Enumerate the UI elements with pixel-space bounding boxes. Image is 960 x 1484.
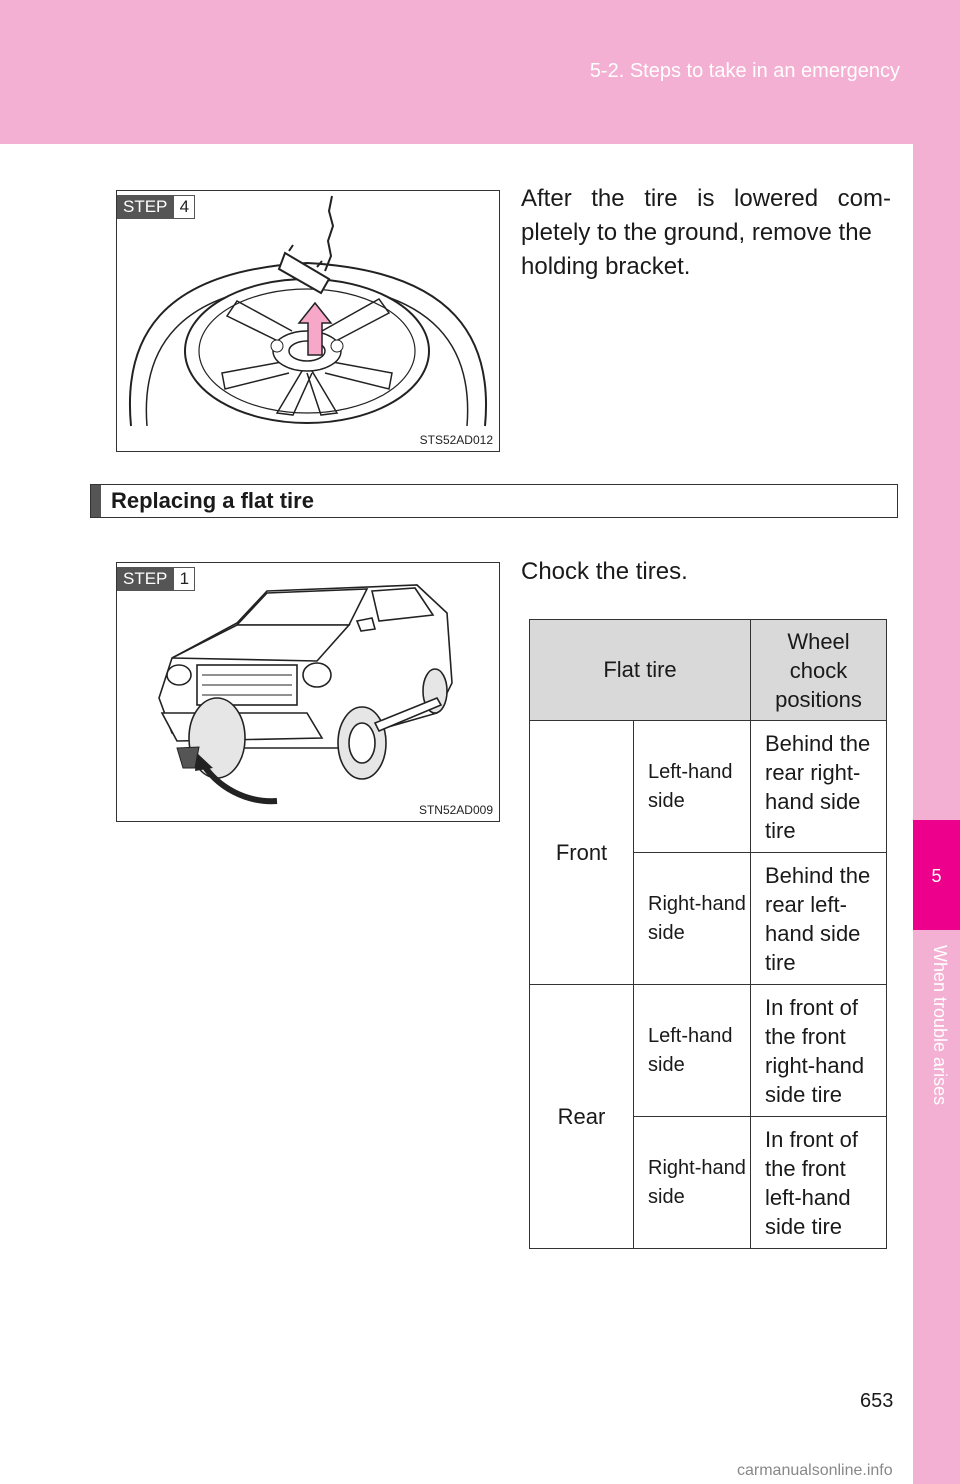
step-number: 1 (173, 567, 195, 591)
wheel-chock-table (529, 619, 887, 1249)
chock-position: In front of the front right-hand side tire (751, 985, 887, 1117)
chapter-label: When trouble arises (930, 945, 950, 1106)
tire-side: Right-hand side (634, 1117, 751, 1249)
column-header-chock-positions: Wheel chock positions (751, 620, 887, 721)
chock-position: In front of the front left-hand side tire (751, 1117, 887, 1249)
header-section-title: 5-2. Steps to take in an emergency (589, 60, 900, 82)
section-heading (90, 484, 898, 518)
instruction-chock: Chock the tires. (521, 558, 688, 585)
chapter-number: 5 (931, 866, 942, 886)
chock-position: Behind the rear right-hand side tire (751, 721, 887, 853)
chapter-tab (913, 144, 960, 1484)
page-header (0, 0, 960, 144)
figure-code: STS52AD012 (419, 433, 493, 447)
watermark: carmanualsonline.info (737, 1462, 893, 1479)
table-row (530, 985, 887, 1117)
table-row (530, 721, 887, 853)
page-number: 653 (860, 1390, 894, 1412)
step-label: STEP (117, 567, 173, 591)
table-header-row (530, 620, 887, 721)
section-accent (91, 485, 101, 517)
column-header-flat-tire: Flat tire (530, 620, 751, 721)
instruction-line: After the tire is lowered com- (521, 185, 891, 212)
section-title: Replacing a flat tire (111, 488, 314, 513)
tire-position: Rear (530, 985, 634, 1249)
step-label: STEP (117, 195, 173, 219)
figure-remove-bracket (116, 190, 500, 452)
chock-position: Behind the rear left-hand side tire (751, 853, 887, 985)
tire-position: Front (530, 721, 634, 985)
tire-side: Left-hand side (634, 985, 751, 1117)
tire-side: Left-hand side (634, 721, 751, 853)
figure-chock-tires (116, 562, 500, 822)
instruction-line: holding bracket. (521, 253, 691, 280)
tire-illustration (117, 191, 499, 451)
step-number: 4 (173, 195, 195, 219)
tire-side: Right-hand side (634, 853, 751, 985)
figure-code: STN52AD009 (418, 803, 493, 817)
vehicle-illustration (117, 563, 499, 821)
instruction-remove-bracket (521, 182, 891, 284)
instruction-line: pletely to the ground, remove the (521, 219, 872, 246)
